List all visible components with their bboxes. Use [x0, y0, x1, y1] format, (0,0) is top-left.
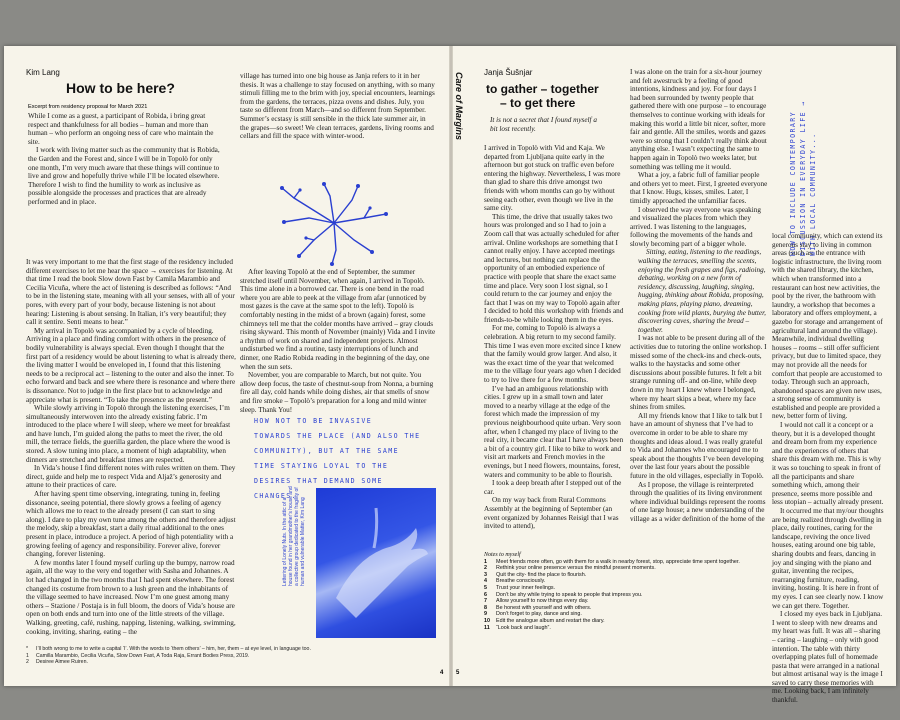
blue-hand-photo	[316, 488, 436, 638]
paragraph: I’ve had an ambiguous relationship with cities. I grew up in a small town and later moved to a nearby village at the edge of the forest which made the impression of my previous neighbourhood quite urban. Very soon after, when I changed my place of living to the real city, it became clear that I have always been a bit of a country girl. I like to bike to work and visit art markets and French movies in the evenings, but I need flowers, mountains, forest, waters and community to be able to flourish.	[484, 384, 624, 479]
paragraph: I took a deep breath after I stepped out of the car.	[484, 479, 622, 496]
paragraph: I work with living matter such as the community that is Robida, the Garden and the Forest and, since I will be in Topolò for only one month, I’m very much aware that these things will continue to live and grow and hopefully thrive while I’ll be located elsewhere. Therefore I wish to find the humility to work as inclusive as possible alongside the processes and practices that are already performed and in place.	[28, 146, 220, 206]
paragraph: As I propose, the village is reinterpreted through the qualities of its living environment where individual buildings represent the rooms of one large house; a new understanding of the village as a wider definition of the home of the	[630, 480, 766, 523]
paragraph: All my friends know that I like to talk but I have an amount of shyness that I’ve had to overcome in order to be able to share my thoughts and ideas aloud. I was really grateful to Vida and Johannes who encouraged me to speak about the thoughts I’ve been developing over the last four years about the possible future in the old villages, especially in Topolò.	[630, 411, 764, 480]
note-item: 9 Don’t forget to play, dance and sing.	[484, 611, 582, 618]
paragraph: local community, which can extend its generous stay to living in common areas (such as: the entrance with logistic infrastructure, the living room with the shared library, the kitchen, which when transformed into a restaurant can host new activities, the pool by the river, the bathroom with laundry, a workshop that becomes a laboratory and offers employment, a gazebo for storage and arrangement of agricultural land around the village). Meanwhile, individual dwelling houses – rooms – still offer sufficient privacy, but due to limited space, they may not provide all the needs for comfort that people are accustomed to today. Through such an approach, abandoned spaces are given new uses, a strong sense of community is established and people are provided a new, better form of living.	[772, 232, 883, 421]
paragraph: It was very important to me that the first stage of the residency included different exercises to let me hear the space → exercises for listening. At that time I read the book Slow down Fast by Camila Marambio and Cecilia Vicuña, where the act of listening is described as follows: “And to be in the listening state, meaning with all your senses, with all of your pores, with every part of your body, because listening is not about hearing: Listening is about sensing. In Italian, it’s very beautiful; they call it sentire. Senti means to hear.”	[26, 258, 235, 327]
hand-silhouette	[316, 488, 436, 638]
note-item: 11 “Look back and laugh”.	[484, 624, 551, 631]
paragraph: What a joy, a fabric full of familiar people and others yet to meet. First, I greeted everyone that I know. Hugs, kisses, smiles. Later, I timidly approached the unfamiliar faces.	[630, 171, 768, 205]
title-line: – to get there	[500, 96, 576, 110]
title-line: to gather – together	[486, 82, 599, 96]
page-number-right: 5	[456, 670, 460, 676]
photo-caption: Lettering of Lonely Nuts. In the attic of a house found in her grandmother’s house and a collective group dedicated to the fragility of human and vulnerable Matter, Kim Lang	[282, 486, 306, 586]
note-item: 7 Allow yourself to now things every day.	[484, 598, 589, 605]
footnote: 1 Camilla Marambio, Cecilia Vicuña, Slow Down Fast, A Toda Raja, Errant Bodies Press, 2019.	[26, 652, 250, 659]
right-col1	[484, 144, 624, 540]
page-number-left: 4	[440, 670, 444, 676]
left-intro-column	[28, 112, 224, 254]
paragraph: Sitting, eating, listening to the readings, walking the terraces, smelling the scents, enjoying the fresh grapes and figs, radioing, debating, working on a new form of residency, discussing, laughing, singing, hugging, thinking about Robida, proposing, making plans, playing piano, dreaming, cooking from wild plants, burying the butter, discovering caves, sharing the bread – together.	[638, 248, 766, 334]
paragraph: I was not able to be present during all of the activities due to tutoring the online workshop. I missed some of the check-ins and check-outs, walks to the haystacks and some other discussions about possible futures. It felt a bit strange running off- and on-line, while deep down in my heart I knew where I belonged, where my heart skips a beat, where my face shines from smiles.	[630, 334, 767, 412]
paragraph: I arrived in Topolò with Vid and Kaja. We departed from Ljubljana quite early in the afternoon but got stuck on traffic even before entering the highway. Nevertheless, I was more than glad to share this drive amongst two friends with whom months can go by without seeing each other, even though we live in the same city.	[484, 144, 621, 213]
margin-handwriting: HOW TO INCLUDE CONTEMPORARY DISCUSSION IN EVERYDAY LIFE → WITH LOCAL COMMUNITY...	[789, 100, 817, 256]
note-item: 3 Quit the city- find the place to flourish.	[484, 571, 587, 578]
handwriting-line: COMMUNITY), BUT AT THE SAME	[254, 447, 399, 455]
paragraph: My arrival in Topolò was accompanied by a cycle of bleeding. Arriving in a place and finding comfort with others in the presence of bodily vulnerability is always special. Even though I thought that the first part of a residency would be about listening to what is already there, the living matter I would be enveloped in, I found that this listening needs to be a reciprocal act – listening to the outer and also the inner. To echo forward and back and see where there is resonance and where there is dissonance. Not to judge in the first place but to acknowledge and appreciate what is present. “To take the presence as the present.”	[26, 326, 236, 404]
left-title: How to be here?	[66, 80, 175, 96]
paragraph: I was alone on the train for a six-hour journey and felt awestruck by a feeling of good intentions, kindness and joy. For four days I had been surrounded by twenty people that gathered there with one purpose – to encourage themselves to continue working with ideals for making this world a little bit nicer, softer, more fair and gentle. All the smiles, words and gazes were so strong that I couldn’t really think about anything else. I wasn’t expecting the same to happen again in Topolò two weeks later, but something was telling me it would.	[630, 68, 767, 171]
note-item: 8 Be honest with yourself and with others.	[484, 604, 592, 611]
left-main-column	[26, 258, 236, 638]
excerpt-note: Excerpt from residency proposal for March 2021	[28, 104, 148, 110]
left-page	[4, 46, 452, 686]
paragraph: On my way back from Rural Commons Assembly at the beginning of September (an event organized by Johannes Reisigl that I was invited to attend),	[484, 496, 619, 531]
paragraph: While I come as a guest, a participant of Robida, i bring great respect and thankfulness for all bodies – human and more than human – who perform an ongoing ness of care who maintain the site.	[28, 112, 214, 146]
paragraph: It occurred me that my/our thoughts are being realized through dwelling in place, daily routines, caring for the landscape, reviving the once lived houses, eating around one big table, sharing doubts and fears, dancing in joy and singing with the piano and guitar, inventing the recipes, rearranging furniture, reading, inviting, hosting. It is here in front of my eyes. I can see clearly now. I know we can get there. Together.	[772, 507, 884, 610]
paragraph: For me, coming to Topolò is always a celebration. A big return to my second family. This time I was even more excited since I knew that the family would grow larger. And also, it was the exact time of the year that welcomed me to the village four years ago when I decided to try to live there for a few months.	[484, 324, 622, 385]
notes-title: Notes to myself	[484, 552, 521, 558]
note-item: 10 Edit the analogue album and restart the diary.	[484, 617, 605, 624]
section-label: Care of Margins	[454, 72, 464, 141]
left-col2-top	[240, 72, 436, 184]
right-col3	[772, 232, 884, 705]
right-col2	[630, 68, 768, 544]
paragraph: After having spent time observing, integrating, tuning in, feeling dissonance, seeing potential, there slowly grows a feeling of agency which allows me to react to the already present (I can start to sing along). I dare to play my own tune among the others and therefore adjust the melody, skip a breakfast, start a daily ritual additional to the ones present in place, introduce a project. A period of high potentiality with a growing feeling of agency and responsibility. Forever alive, forever changing, forever listening.	[26, 490, 236, 559]
handwriting-line: HOW NOT TO BE INVASIVE	[254, 417, 373, 425]
paragraph: While slowly arriving in Topolò through the listening exercises, I’m simultaneously interwoven into the already existing fabric. I’m introduced to the place where I will sleep, where we meet for breakfast and have lunch, I’m guided along the paths to meet the river, the old mill, the terrace fields, the guerilla garden, the place where the wood is stored. A slow tuning into place, a moment of high adaptability, when dinners are stretched and breakfast times are respected.	[26, 404, 231, 464]
note-item: 4 Breathe consciously.	[484, 578, 546, 585]
paragraph: I observed the way everyone was speaking and visualized the places from which they arrived. I was listening to the languages, following the movements of the hands and slowly becoming part of a bigger whole.	[630, 205, 761, 248]
paragraph: I closed my eyes back in Ljubljana. I went to sleep with new dreams and my heart was full. It was all – sharing – caring – laughing – only with good intention. The table with thirty overlapping plates full of homemade pasta that were arranged in a national but almost artisanal way is the image I saved to carry these memories with me. Looking back, I am infinitely thankful.	[772, 610, 883, 705]
paragraph: After leaving Topolò at the end of September, the summer stretched itself until November, when again, I arrived in Topolò. This time alone in a borrowed car. There is one bend in the road where you are able to peek at the village from afar (unnoticed by most gazes is the cave at the same spot to the left). Topolò is comfortably nesting in the midst of a brown (again) forest, some chimneys tell me that the colder months have arrived – gray clouds rising skyward. This month of November (mainly) Vida and I invite a rhythm of work on shared and independent projects. Almost undisturbed we find a routine, tasty interruptions of lunch and dinner, one Radio Robida reading in the beginning of the day, one when the sun sets.	[240, 268, 436, 371]
footnote: 2 Desiree Aimee Ruiren.	[26, 659, 88, 666]
note-item: 2 Rethink your online presence versus the mindful present moments.	[484, 565, 656, 572]
left-footnotes	[26, 646, 326, 666]
right-lede: It is not a secret that I found myself a bit lost recently.	[490, 116, 597, 133]
handwriting-line: CHANGES.	[254, 492, 297, 500]
right-author: Janja Šušnjar	[484, 68, 533, 77]
paragraph: I would not call it a concept or a theory, but it is a developed thought and dream born from my experience and the experiences of others that share this dream with me. This is why it was so touching to speak in front of all the participants and share something which, among their presence, seems more possible and less utopian – actually already present.	[772, 421, 884, 507]
note-item: 6 Don’t be shy while trying to speak to people that impress you.	[484, 591, 643, 598]
left-col2-mid	[240, 268, 436, 414]
handwriting-line: TOWARDS THE PLACE (AND ALSO THE	[254, 432, 421, 440]
note-item: 1 Meet friends more often, go with them for a walk in nearby forest, stop, appreciate time spent together.	[484, 558, 740, 565]
right-title	[486, 82, 599, 110]
left-author: Kim Lang	[26, 68, 60, 77]
footnote: * I’ll both wrong to me to write a capital ‘I’. With the words to ‘them others’ – him, her, them – at eye level, in language too.	[26, 646, 311, 652]
paragraph: A few months later I found myself curling up the bumpy, narrow road again, all the way to the very end together with Sasha and Johannes. A lot had changed in the two months that I had spent elsewhere. The forest changed its costume from brown to a lush green and the inhabitants of the village seemed to have increased. Now I’m one guest among many others – Stazione / Postaja is in full bloom, the doors of Vida’s house are open on both ends and turn into one of the little streets of the village. Walking, greeting, café, rushing, napping, listening, walking, swimming, cooking, inviting, sharing, eating – the	[26, 558, 236, 636]
note-item: 5 Trust your inner feelings.	[484, 584, 556, 591]
magazine-spread	[4, 46, 896, 705]
paragraph: In Vida’s house I find different notes with rules written on them. They direct, guide and help me to respect Vida and Aljaž’s generosity and attune to their practices of care.	[26, 464, 236, 490]
blue-root-drawing	[254, 178, 414, 268]
notes-to-myself	[484, 552, 764, 631]
handwriting-line: DESIRES THAT DEMAND SOME	[254, 477, 383, 485]
paragraph: November, you are comparable to March, but not quite. You allow deep focus, the taste of chestnut-soup from Nonna, a burning fire all day, cold hands while doing dishes, air that smells of snow and fire smoke – Topolò’s preparation for a long and mild winter sleep. Thank You!	[240, 371, 434, 414]
right-page	[452, 46, 896, 705]
paragraph: village has turned into one big house as Janja refers to it in her thesis. It was a challenge to stay focused on anything, with so many stimuli filling me to the brim with joy, special encounters, learnings from the gardens, the terraces, pizza ovens and dishes. July, you taste so different from March—and so different from September. Summer’s ecstasy is still sensible in the thick late summer air, in the grapes—so sweet! We clean terraces, gardens, living rooms and cellars and fill the space with winter-wood.	[240, 72, 435, 141]
paragraph: This time, the drive that usually takes two hours was prolonged and so I had to join a Zoom call that was actually scheduled for after arrival. Online workshops are something that I cannot really enjoy. I have accepted meetings and lectures, but nothing can replace the opportunity of an embodied experience of practice with people that share the exact same time and place. Very soon I lost signal, so I could return to the car journey and enjoy the fact that I was on my way to Topolò again after I decided to hold this workshop with friends and friends-to-be while looking them in the eyes.	[484, 212, 624, 324]
handwriting-line: TIME STAYING LOYAL TO THE	[254, 462, 389, 470]
